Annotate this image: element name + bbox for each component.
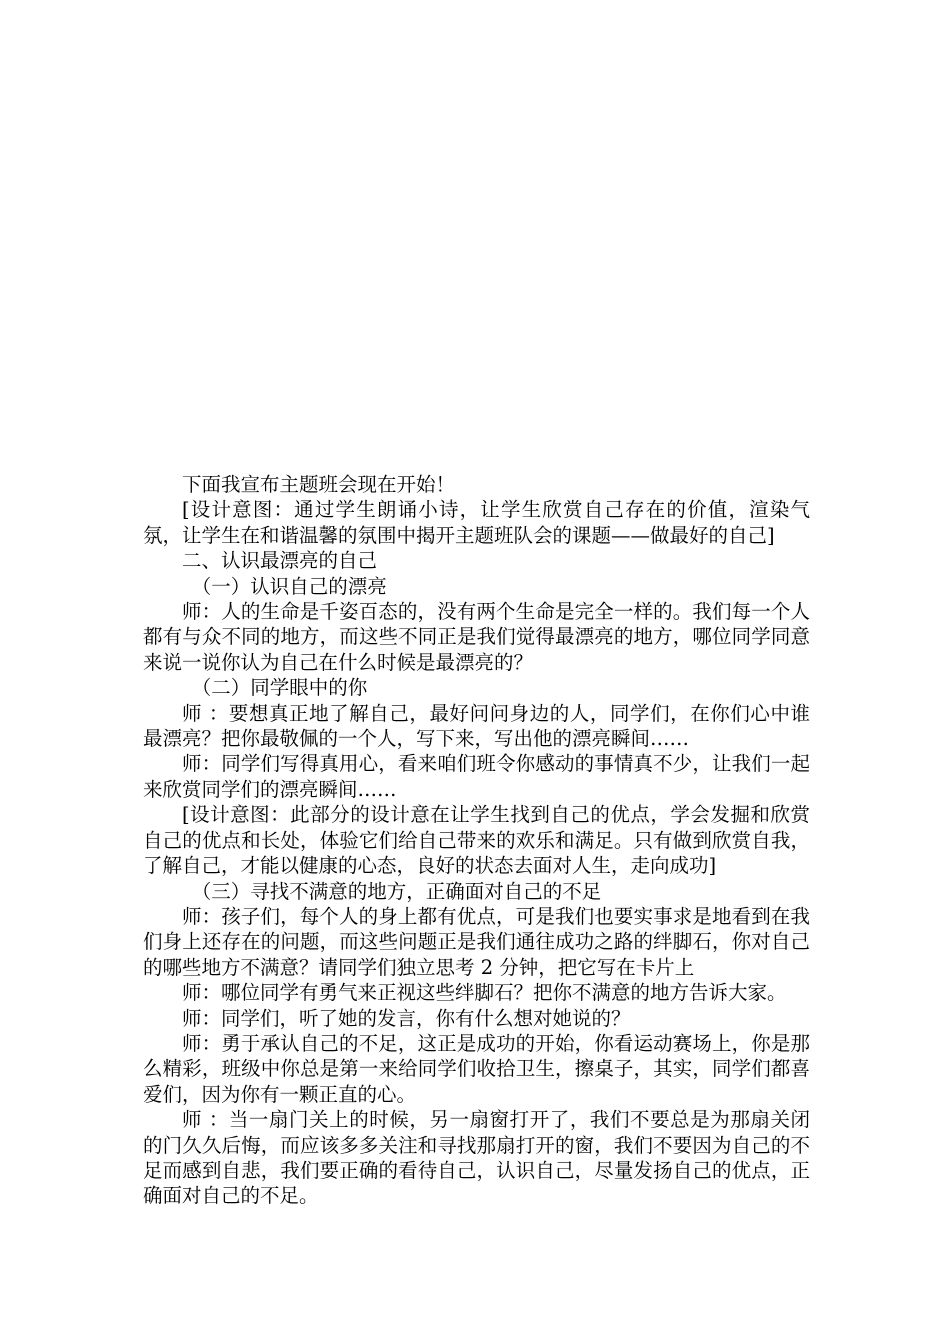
subsection-heading-1: （一）认识自己的漂亮 xyxy=(191,574,387,598)
paragraph-announcement: 下面我宣布主题班会现在开始！ xyxy=(182,473,456,496)
paragraph-teacher-2: 师 ：要想真正地了解自己，最好问问身边的人，同学们，在你们心中谁最漂亮？把你最敬佩的一个人，写下来，写出他的漂亮瞬间…… xyxy=(143,701,810,751)
section-heading-2: 二、认识最漂亮的自己 xyxy=(182,549,378,573)
paragraph-teacher-7: 师：勇于承认自己的不足，这正是成功的开始，你看运动赛场上，你是那么精彩，班级中你总是第一来给同学们收拾卫生，擦桌子，其实，同学们都喜爱们，因为你有一颗正直的心。 xyxy=(143,1031,810,1106)
subsection-heading-3: （三）寻找不满意的地方，正确面对自己的不足 xyxy=(191,879,602,903)
paragraph-design-intent-2: [设计意图：此部分的设计意在让学生找到自己的优点，学会发掘和欣赏自己的优点和长处，体验它们给自己带来的欢乐和满足。只有做到欣赏自我，了解自己，才能以健康的心态，良好的状态去面对人生，走向成功] xyxy=(143,803,810,878)
subsection-heading-2: （二）同学眼中的你 xyxy=(191,676,368,700)
paragraph-teacher-6: 师：同学们，听了她的发言，你有什么想对她说的？ xyxy=(182,1006,631,1030)
paragraph-teacher-3: 师：同学们写得真用心，看来咱们班令你感动的事情真不少，让我们一起来欣赏同学们的漂亮瞬间…… xyxy=(143,752,810,801)
paragraph-teacher-1: 师：人的生命是千姿百态的，没有两个生命是完全一样的。我们每一个人都有与众不同的地方，而这些不同正是我们觉得最漂亮的地方，哪位同学同意来说一说你认为自己在什么时候是最漂亮的？ xyxy=(143,600,810,674)
paragraph-design-intent-1: [设计意图：通过学生朗诵小诗，让学生欣赏自己存在的价值，渲染气氛，让学生在和谐温馨的氛围中揭开主题班队会的课题——做最好的自己] xyxy=(143,498,810,547)
paragraph-teacher-5: 师：哪位同学有勇气来正视这些绊脚石？把你不满意的地方告诉大家。 xyxy=(182,981,787,1005)
paragraph-teacher-4: 师：孩子们，每个人的身上都有优点，可是我们也要实事求是地看到在我们身上还存在的问题，而这些问题正是我们通往成功之路的绊脚石，你对自己的哪些地方不满意？请同学们独立思考 2 分钟，把它写在卡片上 xyxy=(143,904,810,979)
paragraph-teacher-8: 师 ：当一扇门关上的时候，另一扇窗打开了，我们不要总是为那扇关闭的门久久后悔，而应该多多关注和寻找那扇打开的窗，我们不要因为自己的不足而感到自悲，我们要正确的看待自己，认识自己，尽量发扬自己的优点，正确面对自己的不足。 xyxy=(143,1108,810,1208)
document-body xyxy=(143,472,810,1209)
